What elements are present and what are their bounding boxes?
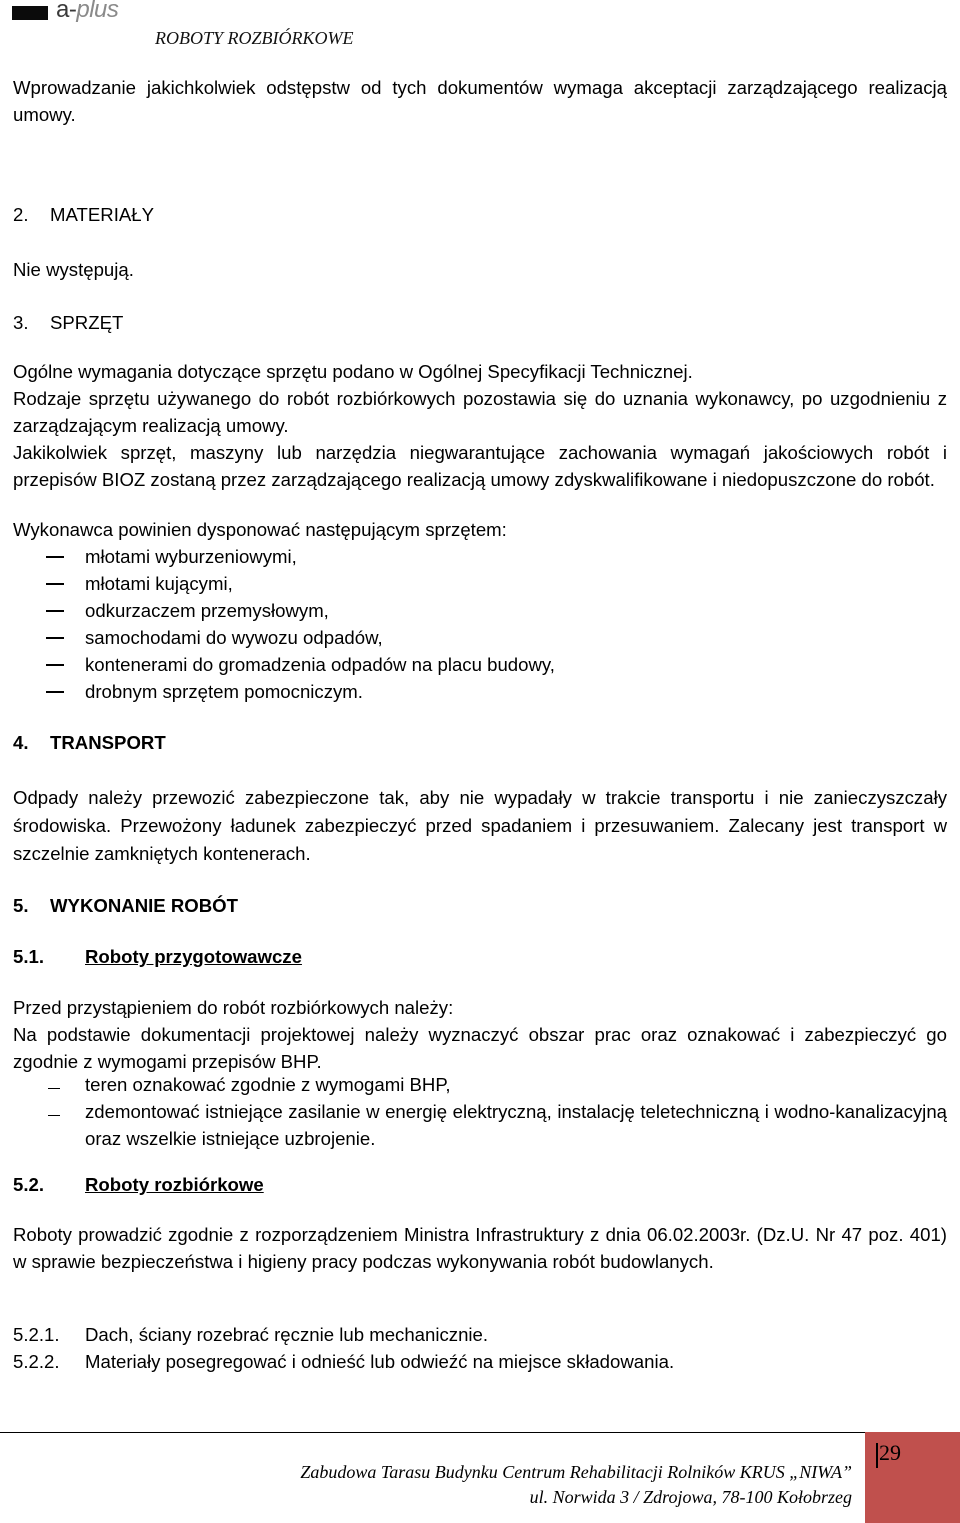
- step-number: 5.2.1.: [13, 1324, 60, 1345]
- section-2-heading: [13, 201, 154, 228]
- page-number-marker: [876, 1443, 878, 1468]
- section-4-text: Odpady należy przewozić zabezpieczone tak, aby nie wypadały w trakcie transportu i nie zanieczyszczały środowiska. Przewożony ładunek zabezpieczyć przed spadaniem i przesuwaniem. Zalecany jest transport w szczelnie zamkniętych kontenerach.: [13, 787, 947, 864]
- list-item: [13, 1321, 674, 1348]
- section-3-heading: [13, 309, 123, 336]
- step-text: Dach, ściany rozebrać ręcznie lub mechanicznie.: [85, 1324, 489, 1345]
- logo-suffix: plus: [76, 0, 119, 23]
- list-item: teren oznakować zgodnie z wymogami BHP,: [0, 1071, 947, 1098]
- section-5-2-number: 5.2.: [13, 1174, 45, 1195]
- list-item: [13, 1348, 674, 1375]
- section-4-number: 4.: [13, 732, 29, 753]
- section-5-heading: [13, 892, 238, 919]
- section-3-title: SPRZĘT: [50, 312, 124, 333]
- section-4-heading: [13, 729, 166, 756]
- step-text: Materiały posegregować i odnieść lub odwieźć na miejsce składowania.: [85, 1351, 675, 1372]
- section-4-title: TRANSPORT: [50, 732, 166, 753]
- page-number: 29: [879, 1440, 901, 1465]
- section-5-1-number: 5.1.: [13, 946, 45, 967]
- section-5-number: 5.: [13, 895, 29, 916]
- section-3-p3: Jakikolwiek sprzęt, maszyny lub narzędzia niegwarantujące zachowania wymagań jakościowych robót i przepisów BIOZ zostaną przez zarządzającego realizacją umowy zdyskwalifikowane i niedopuszczone do robót.: [13, 442, 947, 490]
- section-5-title: WYKONANIE ROBÓT: [50, 895, 238, 916]
- section-5-1-heading: [13, 943, 302, 970]
- section-3-p4: Wykonawca powinien dysponować następującym sprzętem:: [13, 519, 507, 540]
- section-3-p2: Rodzaje sprzętu używanego do robót rozbiórkowych pozostawia się do uznania wykonawcy, po uzgodnieniu z zarządzającym realizacją umowy.: [13, 388, 947, 436]
- header-black-bar: [12, 6, 48, 20]
- list-item: kontenerami do gromadzenia odpadów na placu budowy,: [0, 651, 555, 678]
- section-5-1-p1: Przed przystąpieniem do robót rozbiórkowych należy:: [13, 997, 454, 1018]
- list-item: samochodami do wywozu odpadów,: [0, 624, 555, 651]
- step-number: 5.2.2.: [13, 1351, 60, 1372]
- section-2-text: Nie występują.: [13, 259, 134, 280]
- section-5-1-p2: Na podstawie dokumentacji projektowej należy wyznaczyć obszar prac oraz oznakować i zabezpieczyć go zgodnie z wymogami przepisów BHP.: [13, 1024, 947, 1072]
- list-item: odkurzaczem przemysłowym,: [0, 597, 555, 624]
- equipment-list: [0, 543, 555, 705]
- intro-paragraph-line1: [13, 74, 947, 128]
- header-title: ROBOTY ROZBIÓRKOWE: [155, 28, 354, 48]
- section-2-number: 2.: [13, 204, 29, 225]
- section-2-title: MATERIAŁY: [50, 204, 155, 225]
- demolition-steps-list: [13, 1321, 674, 1375]
- footer-project-name: Zabudowa Tarasu Budynku Centrum Rehabilitacji Rolników KRUS „NIWA”: [300, 1462, 852, 1482]
- footer-address: ul. Norwida 3 / Zdrojowa, 78-100 Kołobrzeg: [529, 1487, 852, 1507]
- company-logo: [56, 0, 118, 24]
- list-item: zdemontować istniejące zasilanie w energię elektryczną, instalację teletechniczną i wodno-kanalizacyjną oraz wszelkie istniejące uzbrojenie.: [0, 1098, 947, 1152]
- intro-text: Wprowadzanie jakichkolwiek odstępstw od tych dokumentów wymaga akceptacji zarządzającego realizacją umowy.: [13, 77, 947, 125]
- section-3-p1: Ogólne wymagania dotyczące sprzętu podano w Ogólnej Specyfikacji Technicznej.: [13, 361, 693, 382]
- logo-prefix: a-: [56, 0, 77, 23]
- list-item: drobnym sprzętem pomocniczym.: [0, 678, 555, 705]
- list-item: młotami wyburzeniowymi,: [0, 543, 555, 570]
- list-item: młotami kującymi,: [0, 570, 555, 597]
- section-5-2-text: Roboty prowadzić zgodnie z rozporządzeniem Ministra Infrastruktury z dnia 06.02.2003r. (Dz.U. Nr 47 poz. 401) w sprawie bezpieczeństwa i higieny pracy podczas wykonywania robót budowlanych.: [13, 1224, 947, 1272]
- section-5-2-title: Roboty rozbiórkowe: [85, 1174, 264, 1195]
- preparation-list: [0, 1071, 947, 1152]
- section-5-2-heading: [13, 1171, 264, 1198]
- footer-divider: [0, 1432, 870, 1433]
- section-5-1-title: Roboty przygotowawcze: [85, 946, 302, 967]
- section-3-number: 3.: [13, 312, 29, 333]
